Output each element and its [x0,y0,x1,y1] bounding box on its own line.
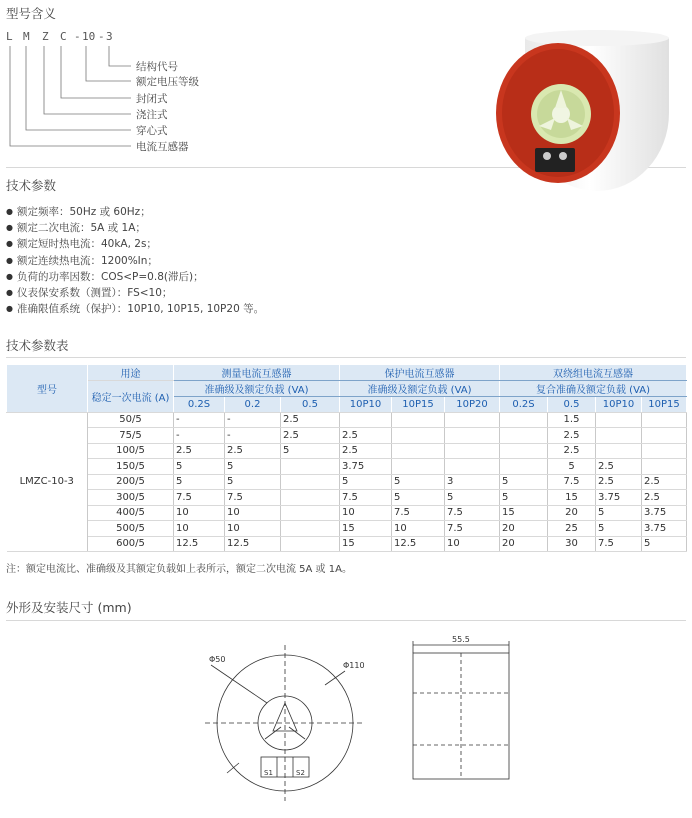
legend-rated-voltage: 额定电压等级 [136,76,199,88]
product-image [485,18,680,193]
table-cell [281,521,340,537]
table-cell: 2.5 [340,428,392,444]
column-header: 0.2S [500,397,548,413]
table-cell [445,428,500,444]
code-char-l: L [6,30,13,43]
table-cell: 20 [548,505,596,521]
table-cell: 7.5 [548,474,596,490]
table-cell: 12.5 [225,536,281,552]
table-cell: 2.5 [548,443,596,459]
table-cell: 2.5 [596,474,642,490]
table-cell: 5 [596,505,642,521]
table-cell: 7.5 [174,490,225,506]
current-ratio-cell: 75/5 [88,428,174,444]
table-cell: 2.5 [281,412,340,428]
table-cell: 10 [174,521,225,537]
table-cell [500,428,548,444]
table-cell [642,459,687,475]
column-header: 0.2S [174,397,225,413]
table-cell: 3.75 [340,459,392,475]
section-title-model: 型号含义 [6,6,57,21]
table-cell: - [225,412,281,428]
table-cell: 10 [445,536,500,552]
table-cell: 7.5 [225,490,281,506]
table-cell: 5 [548,459,596,475]
table-cell [392,428,445,444]
table-cell [445,459,500,475]
current-ratio-cell: 300/5 [88,490,174,506]
param-item: ● 额定二次电流：5A 或 1A； [6,220,264,236]
code-char-c: C [60,30,67,43]
table-cell: 15 [548,490,596,506]
table-cell: 20 [500,536,548,552]
param-item: ● 仪表保安系数（测置）：FS<10； [6,285,264,301]
legend-cast: 浇注式 [136,109,168,121]
table-note: 注：额定电流比、准确级及其额定负载如上表所示，额定二次电流 5A 或 1A。 [6,564,352,575]
table-cell: 5 [281,443,340,459]
table-row [7,536,687,552]
code-char-m: M [23,30,30,43]
column-header: 10P15 [642,397,687,413]
table-cell: 25 [548,521,596,537]
table-cell: 5 [340,474,392,490]
terminal-s1: S1 [264,769,273,777]
header-sub-protect: 准确级及额定负载 (VA) [340,381,500,397]
table-row [7,521,687,537]
table-cell: 10 [174,505,225,521]
table-cell: 12.5 [174,536,225,552]
table-cell: 5 [500,490,548,506]
param-item: ● 额定频率：50Hz 或 60Hz； [6,204,264,220]
dimension-drawing [195,635,535,815]
table-cell [281,490,340,506]
table-cell: 5 [225,474,281,490]
current-ratio-cell: 150/5 [88,459,174,475]
table-cell [642,443,687,459]
table-cell [642,428,687,444]
table-row [7,412,687,428]
table-cell: 5 [596,521,642,537]
table-cell: 30 [548,536,596,552]
header-sub-measure: 准确级及额定负载 (VA) [174,381,340,397]
table-cell: 5 [392,490,445,506]
table-row [7,505,687,521]
table-cell: 2.5 [225,443,281,459]
table-cell: 7.5 [445,505,500,521]
legend-through-core: 穿心式 [136,125,168,137]
code-legend-lines [0,0,140,160]
column-header: 10P15 [392,397,445,413]
column-header: 10P10 [596,397,642,413]
table-cell: 2.5 [340,443,392,459]
table-cell [281,536,340,552]
column-header: 10P20 [445,397,500,413]
code-char-3: 3 [106,30,113,43]
param-item: ● 负荷的功率因数：COS<P=0.8(滞后)； [6,269,264,285]
current-ratio-cell: 200/5 [88,474,174,490]
table-cell: 2.5 [174,443,225,459]
header-group-dual: 双绕组电流互感器 [500,365,687,381]
table-cell [642,412,687,428]
section-title-dimensions: 外形及安装尺寸 (mm) [6,600,132,615]
table-row [7,443,687,459]
table-cell: 10 [225,521,281,537]
current-ratio-cell: 100/5 [88,443,174,459]
table-cell: 2.5 [642,474,687,490]
column-header: 10P10 [340,397,392,413]
table-cell [445,443,500,459]
table-cell: 12.5 [392,536,445,552]
table-cell: 5 [225,459,281,475]
table-cell [392,443,445,459]
current-ratio-cell: 600/5 [88,536,174,552]
header-group-measure: 测量电流互感器 [174,365,340,381]
table-cell: 5 [445,490,500,506]
table-cell: 7.5 [392,505,445,521]
param-item: ● 额定连续热电流：1200%In； [6,253,264,269]
header-group-protect: 保护电流互感器 [340,365,500,381]
table-cell: 5 [174,459,225,475]
table-cell: 5 [174,474,225,490]
table-cell [281,459,340,475]
table-cell: 15 [500,505,548,521]
legend-structure-code: 结构代号 [136,61,178,73]
header-rated-current: 稳定一次电流 (A) [88,381,174,413]
section-title-table: 技术参数表 [6,338,69,353]
table-cell: 7.5 [596,536,642,552]
divider [6,357,686,358]
table-cell [340,412,392,428]
model-cell: LMZC-10-3 [7,412,88,552]
current-ratio-cell: 500/5 [88,521,174,537]
table-cell: 2.5 [642,490,687,506]
table-cell: 20 [500,521,548,537]
table-cell: 15 [340,521,392,537]
table-cell: 15 [340,536,392,552]
table-cell: 1.5 [548,412,596,428]
legend-enclosed: 封闭式 [136,93,168,105]
table-cell [596,412,642,428]
table-cell [392,412,445,428]
table-cell [281,474,340,490]
table-cell: - [174,412,225,428]
header-sub-dual: 复合准确及额定负载 (VA) [500,381,687,397]
table-cell [596,428,642,444]
legend-current-transformer: 电流互感器 [136,141,189,153]
column-header: 0.5 [548,397,596,413]
code-char-10: 10 [82,30,96,43]
code-char-dash1: - [74,30,81,43]
table-cell [500,412,548,428]
table-cell: - [174,428,225,444]
table-cell: 5 [500,474,548,490]
current-ratio-cell: 400/5 [88,505,174,521]
param-item: ● 额定短时热电流：40kA, 2s； [6,236,264,252]
table-cell [281,505,340,521]
table-cell: 10 [392,521,445,537]
table-cell: - [225,428,281,444]
table-row [7,459,687,475]
current-ratio-cell: 50/5 [88,412,174,428]
table-cell: 5 [642,536,687,552]
table-cell: 5 [392,474,445,490]
table-cell [445,412,500,428]
divider [6,620,686,621]
table-cell: 2.5 [548,428,596,444]
dim-outer-diameter: Φ110 [343,661,365,670]
table-cell [500,443,548,459]
table-cell: 2.5 [281,428,340,444]
dim-width: 55.5 [452,635,470,644]
table-cell [392,459,445,475]
code-char-z: Z [42,30,49,43]
param-item: ● 准确限值系统（保护）：10P10, 10P15, 10P20 等。 [6,301,264,317]
table-cell: 2.5 [596,459,642,475]
table-cell: 3.75 [642,505,687,521]
table-cell: 10 [340,505,392,521]
table-cell [596,443,642,459]
table-row [7,428,687,444]
table-cell: 3.75 [642,521,687,537]
table-row [7,490,687,506]
table-cell: 7.5 [340,490,392,506]
table-cell: 10 [225,505,281,521]
params-list [6,204,264,317]
column-header: 0.5 [281,397,340,413]
dim-inner-diameter: Φ50 [209,655,226,664]
params-table [6,365,687,552]
section-title-params: 技术参数 [6,178,57,193]
table-cell: 7.5 [445,521,500,537]
header-usage: 用途 [88,365,174,381]
column-header: 0.2 [225,397,281,413]
table-cell: 3.75 [596,490,642,506]
table-cell: 3 [445,474,500,490]
code-char-dash2: - [98,30,105,43]
header-model: 型号 [7,365,88,412]
terminal-s2: S2 [296,769,305,777]
table-row [7,474,687,490]
table-cell [500,459,548,475]
